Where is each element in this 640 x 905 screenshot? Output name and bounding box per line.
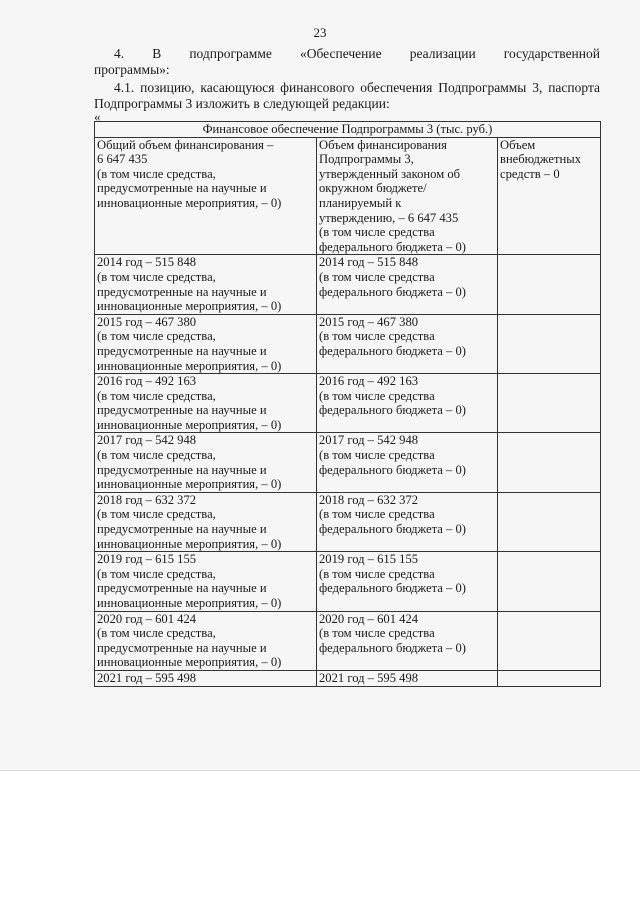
year-extrabudget-cell xyxy=(498,670,601,686)
year-approved-cell-line: 2016 год – 492 163 xyxy=(319,374,419,389)
year-approved-cell-line: (в том числе средства xyxy=(319,566,435,581)
table-row xyxy=(95,670,601,686)
year-approved-cell-line: (в том числе средства xyxy=(319,448,435,463)
header-cell-approved-line: планируемый к xyxy=(319,195,402,210)
year-total-cell-line: (в том числе средства, xyxy=(97,269,216,284)
table-title: Финансовое обеспечение Подпрограммы 3 (тыс. руб.) xyxy=(95,122,601,138)
year-approved-cell-line: 2018 год – 632 372 xyxy=(319,492,419,507)
header-cell-approved-line: утвержденный законом об xyxy=(319,166,461,181)
year-approved-cell xyxy=(317,492,498,551)
year-total-cell-line: (в том числе средства, xyxy=(97,507,216,522)
year-approved-cell-line: федерального бюджета – 0) xyxy=(319,640,466,655)
year-approved-cell-line: федерального бюджета – 0) xyxy=(319,522,466,537)
year-approved-cell xyxy=(317,670,498,686)
year-total-cell-line: предусмотренные на научные и xyxy=(97,462,267,477)
year-extrabudget-cell xyxy=(498,314,601,373)
header-cell-approved-line: окружном бюджете/ xyxy=(319,181,427,196)
year-approved-cell-line: 2019 год – 615 155 xyxy=(319,552,419,567)
year-total-cell xyxy=(95,492,317,551)
header-cell-total-line: Общий объем финансирования – xyxy=(97,137,274,152)
year-approved-cell xyxy=(317,314,498,373)
year-approved-cell-line: (в том числе средства xyxy=(319,507,435,522)
page-number: 23 xyxy=(313,25,327,40)
year-total-cell xyxy=(95,255,317,314)
year-total-cell-line: предусмотренные на научные и xyxy=(97,343,267,358)
header-cell-extrabudget-line: средств – 0 xyxy=(500,166,560,181)
year-total-cell-line: инновационные мероприятия, – 0) xyxy=(97,596,282,610)
table-row xyxy=(95,611,601,670)
year-extrabudget-cell xyxy=(498,611,601,670)
year-total-cell-line: 2017 год – 542 948 xyxy=(97,433,197,448)
year-approved-cell-line: 2017 год – 542 948 xyxy=(319,433,419,448)
year-extrabudget-cell xyxy=(498,374,601,433)
year-total-cell-line: (в том числе средства, xyxy=(97,388,216,403)
opening-quote-mark: « xyxy=(94,109,101,124)
table-header-row xyxy=(95,137,601,255)
year-total-cell-line: инновационные мероприятия, – 0) xyxy=(97,358,282,373)
year-approved-cell xyxy=(317,552,498,611)
year-total-cell-line: инновационные мероприятия, – 0) xyxy=(97,536,282,551)
header-cell-approved-line: (в том числе средства xyxy=(319,225,435,240)
year-approved-cell-line: (в том числе средства xyxy=(319,329,435,344)
year-approved-cell-line: 2021 год – 595 498 xyxy=(319,670,419,685)
year-extrabudget-cell xyxy=(498,433,601,492)
year-total-cell-line: (в том числе средства, xyxy=(97,329,216,344)
year-total-cell-line: 2016 год – 492 163 xyxy=(97,374,197,389)
header-cell-approved-line: Объем финансирования xyxy=(319,137,447,152)
year-total-cell xyxy=(95,552,317,611)
table-row xyxy=(95,255,601,314)
year-total-cell-line: предусмотренные на научные и xyxy=(97,403,267,418)
year-total-cell-line: предусмотренные на научные и xyxy=(97,522,267,537)
year-approved-cell-line: (в том числе средства xyxy=(319,388,435,403)
year-approved-cell xyxy=(317,374,498,433)
year-extrabudget-cell xyxy=(498,255,601,314)
paragraph-4-line-1: 4. В подпрограмме «Обеспечение реализации государственной xyxy=(114,46,600,61)
year-approved-cell-line: 2014 год – 515 848 xyxy=(319,255,419,270)
year-total-cell-line: (в том числе средства, xyxy=(97,566,216,581)
header-cell-total-line: (в том числе средства, xyxy=(97,166,216,181)
table-row xyxy=(95,492,601,551)
year-approved-cell-line: (в том числе средства xyxy=(319,269,435,284)
header-cell-extrabudget xyxy=(498,137,601,255)
header-cell-approved xyxy=(317,137,498,255)
table-row xyxy=(95,433,601,492)
header-cell-total-line: 6 647 435 xyxy=(97,152,148,167)
year-total-cell xyxy=(95,314,317,373)
year-total-cell-line: (в том числе средства, xyxy=(97,448,216,463)
year-approved-cell-line: федерального бюджета – 0) xyxy=(319,403,466,418)
table-row xyxy=(95,552,601,611)
year-total-cell-line: инновационные мероприятия, – 0) xyxy=(97,477,282,492)
year-total-cell-line: предусмотренные на научные и xyxy=(97,581,267,596)
year-total-cell-line: 2020 год – 601 424 xyxy=(97,611,197,626)
year-total-cell-line: инновационные мероприятия, – 0) xyxy=(97,655,282,670)
year-total-cell xyxy=(95,374,317,433)
header-cell-approved-line: утверждению, – 6 647 435 xyxy=(319,210,459,225)
year-extrabudget-cell xyxy=(498,552,601,611)
year-approved-cell-line: федерального бюджета – 0) xyxy=(319,284,466,299)
header-cell-approved-line: Подпрограммы 3, xyxy=(319,152,414,167)
year-approved-cell-line: (в том числе средства xyxy=(319,626,435,641)
year-approved-cell xyxy=(317,611,498,670)
year-total-cell-line: инновационные мероприятия, – 0) xyxy=(97,299,282,314)
paragraph-4 xyxy=(94,46,600,78)
year-total-cell-line: предусмотренные на научные и xyxy=(97,284,267,299)
year-total-cell-line: 2015 год – 467 380 xyxy=(97,314,197,329)
year-total-cell-line: инновационные мероприятия, – 0) xyxy=(97,417,282,432)
year-total-cell-line: предусмотренные на научные и xyxy=(97,640,267,655)
year-total-cell-line: 2021 год – 595 498 xyxy=(97,670,197,685)
header-cell-approved-line: федерального бюджета – 0) xyxy=(319,239,466,254)
year-total-cell xyxy=(95,670,317,686)
table-row xyxy=(95,374,601,433)
year-approved-cell-line: 2015 год – 467 380 xyxy=(319,314,419,329)
year-total-cell-line: 2018 год – 632 372 xyxy=(97,492,197,507)
table-row xyxy=(95,314,601,373)
header-cell-total-line: инновационные мероприятия, – 0) xyxy=(97,195,282,210)
year-approved-cell-line: федерального бюджета – 0) xyxy=(319,343,466,358)
header-cell-total-line: предусмотренные на научные и xyxy=(97,181,267,196)
year-total-cell xyxy=(95,611,317,670)
year-total-cell xyxy=(95,433,317,492)
header-cell-extrabudget-line: Объем xyxy=(500,137,536,152)
paragraph-4-1: 4.1. позицию, касающуюся финансового обеспечения Подпрограммы 3, паспорта Подпрограммы 3 изложить в следующей редакции: xyxy=(94,80,600,111)
year-approved-cell xyxy=(317,255,498,314)
year-approved-cell xyxy=(317,433,498,492)
year-approved-cell-line: федерального бюджета – 0) xyxy=(319,462,466,477)
year-total-cell-line: 2014 год – 515 848 xyxy=(97,255,197,270)
year-total-cell-line: (в том числе средства, xyxy=(97,626,216,641)
header-cell-total xyxy=(95,137,317,255)
paragraph-4-line-2: программы»: xyxy=(94,62,170,77)
header-cell-extrabudget-line: внебюджетных xyxy=(500,152,581,167)
year-extrabudget-cell xyxy=(498,492,601,551)
year-approved-cell-line: 2020 год – 601 424 xyxy=(319,611,419,626)
financing-table xyxy=(94,121,601,687)
year-total-cell-line: 2019 год – 615 155 xyxy=(97,552,197,567)
year-approved-cell-line: федерального бюджета – 0) xyxy=(319,581,466,596)
